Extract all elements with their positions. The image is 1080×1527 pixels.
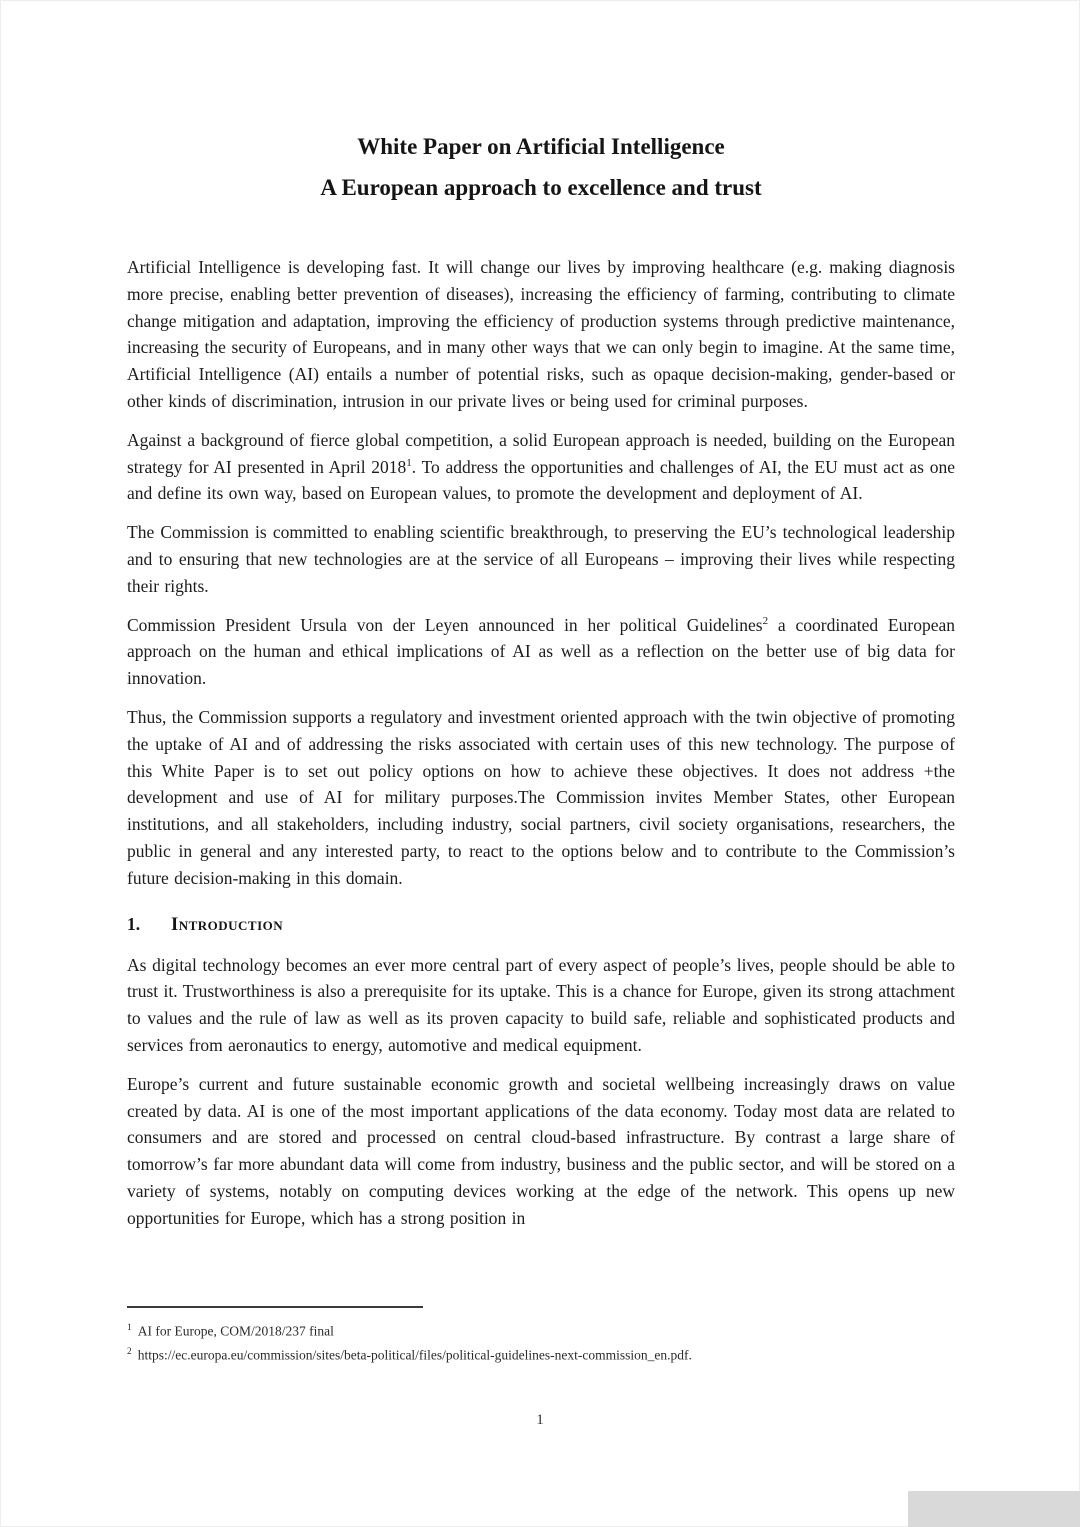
- footnote-ref-1: 1: [406, 456, 412, 469]
- document-title: [127, 126, 955, 208]
- paragraph-1: Artificial Intelligence is developing fast. It will change our lives by improving healthcare (e.g. making diagnosis more precise, enabling better prevention of diseases), increasing the efficiency of farming, contributing to climate change mitigation and adaptation, improving the efficiency of production systems through predictive maintenance, increasing the security of Europeans, and in many other ways that we can only begin to imagine. At the same time, Artificial Intelligence (AI) entails a number of potential risks, such as opaque decision-making, gender-based or other kinds of discrimination, intrusion in our private lives or being used for criminal purposes.: [127, 257, 955, 411]
- section-1-heading: [127, 914, 955, 936]
- intro-paragraph-2: Europe’s current and future sustainable economic growth and societal wellbeing increasingly draws on value created by data. AI is one of the most important applications of the data economy. Today most data are related to consumers and are stored and processed on central cloud-based infrastructure. By contrast a large share of tomorrow’s far more abundant data will come from industry, business and the public sector, and will be stored on a variety of systems, notably on computing devices working at the edge of the network. This opens up new opportunities for Europe, which has a strong position in: [127, 1073, 955, 1228]
- footnote-separator: [127, 1306, 423, 1308]
- footnote-ref-2: 2: [762, 614, 769, 627]
- paragraph-4-text-cont: a coordinated European approach on the human and ethical implications of AI as well as a reflection on the better use of big data for innovation.: [127, 614, 955, 689]
- paragraph-2-text: Against a background of fierce global competition, a solid European approach is needed, building on the European strategy for AI presented in April 2018: [127, 429, 955, 477]
- footnote-1-marker: 1: [127, 1323, 132, 1333]
- footnote-2-link[interactable]: https://ec.europa.eu/commission/sites/beta-political/files/political-guidelines-next-commission_en.pdf.: [137, 1347, 692, 1362]
- footnote-1-text: AI for Europe, COM/2018/237 final: [137, 1323, 334, 1339]
- paragraph-2: [127, 427, 955, 507]
- document-title-line2: A European approach to excellence and trust: [320, 175, 762, 200]
- paragraph-5: Thus, the Commission supports a regulatory and investment oriented approach with the twin objective of promoting the uptake of AI and of addressing the risks associated with certain uses of this new technology. The purpose of this White Paper is to set out policy options on how to achieve these objectives. It does not address +the development and use of AI for military purposes.The Commission invites Member States, other European institutions, and all stakeholders, including industry, social partners, civil society organisations, researchers, the public in general and any interested party, to react to the options below and to contribute to the Commission’s future decision-making in this domain.: [127, 706, 955, 888]
- footnotes: [127, 1306, 955, 1365]
- page-number: 1: [536, 1412, 544, 1428]
- paragraph-3: The Commission is committed to enabling scientific breakthrough, to preserving the EU’s technological leadership and to ensuring that new technologies are at the service of all Europeans – improving their lives while respecting their rights.: [127, 522, 955, 596]
- paragraph-2-text-cont: . To address the opportunities and challenges of AI, the EU must act as one and define its own way, based on European values, to promote the development and deployment of AI.: [127, 456, 955, 504]
- paragraph-4-text: Commission President Ursula von der Leyen announced in her political Guidelines: [127, 614, 763, 635]
- section-1-number: 1.: [127, 913, 141, 934]
- paragraph-4: [127, 612, 955, 692]
- corner-gray-box: [908, 1491, 1080, 1527]
- footnote-2-marker: 2: [127, 1346, 132, 1357]
- section-1-title: Introduction: [171, 914, 284, 935]
- footnote-2: [127, 1342, 955, 1366]
- page-content: [127, 126, 955, 1244]
- footnote-1: [127, 1318, 955, 1342]
- document-title-line1: White Paper on Artificial Intelligence: [357, 134, 725, 159]
- intro-paragraph-1: As digital technology becomes an ever more central part of every aspect of people’s lives, people should be able to trust it. Trustworthiness is also a prerequisite for its uptake. This is a chance for Europe, given its strong attachment to values and the rule of law as well as its proven capacity to build safe, reliable and sophisticated products and services from aeronautics to energy, automotive and medical equipment.: [127, 954, 955, 1055]
